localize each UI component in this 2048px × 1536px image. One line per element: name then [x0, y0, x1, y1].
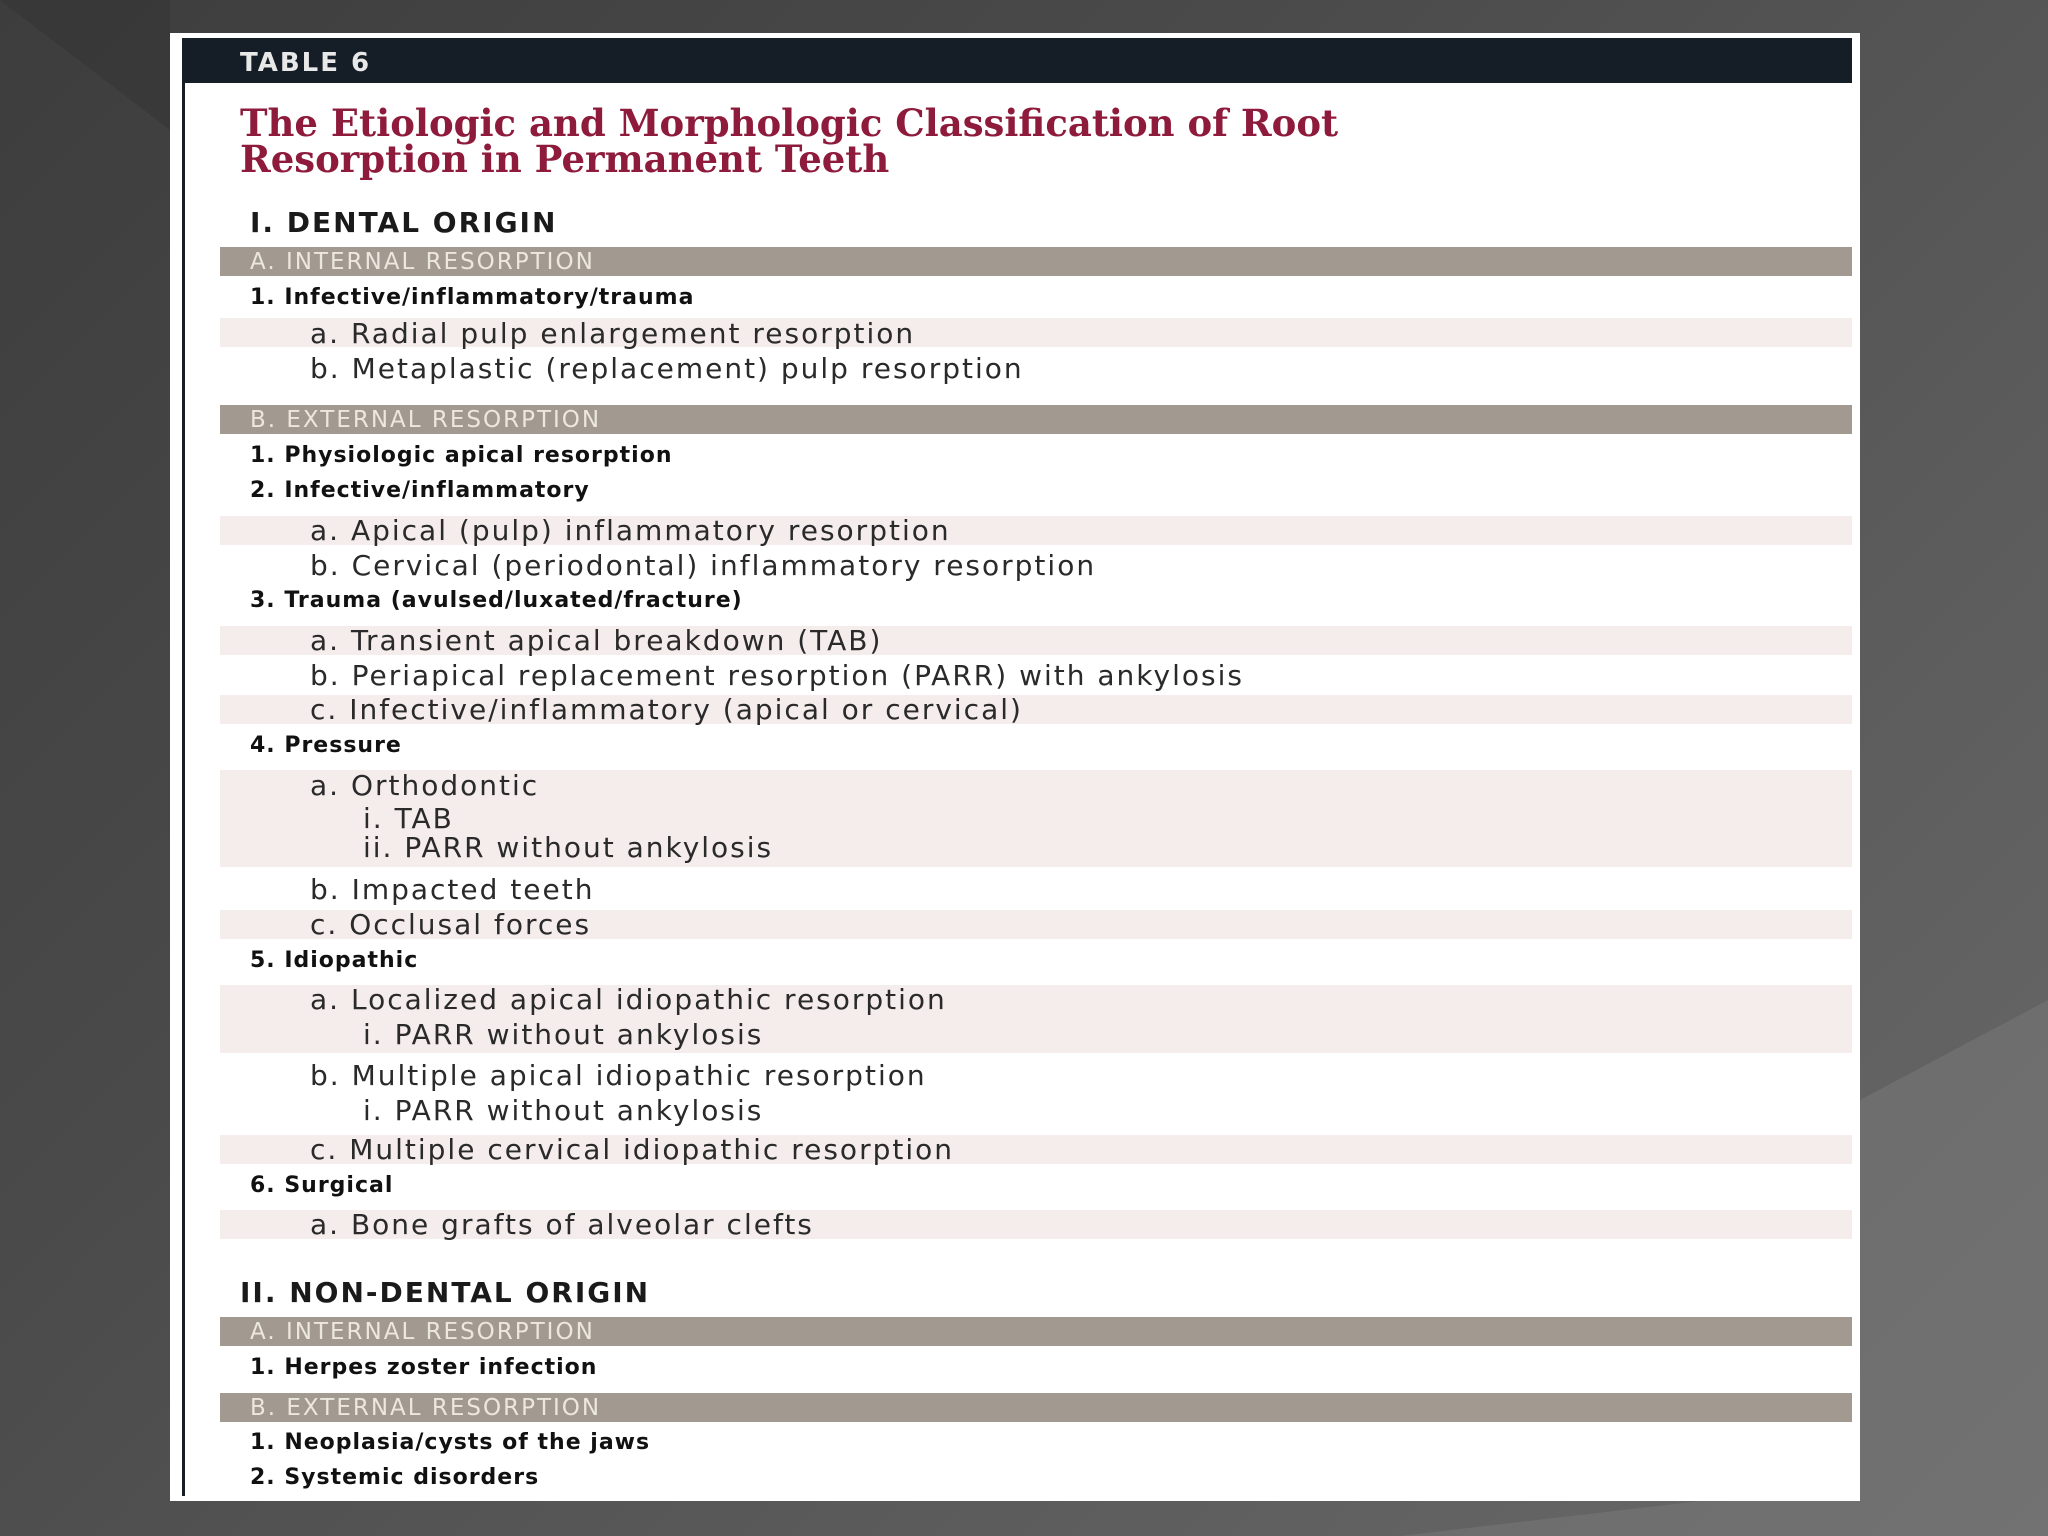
- title-line-1: The Etiologic and Morphologic Classification of Root: [240, 101, 1339, 145]
- item-localized-parr: i. PARR without ankylosis: [363, 1018, 764, 1051]
- item-cervical-periodontal: b. Cervical (periodontal) inflammatory resorption: [310, 549, 1097, 582]
- item-radial-pulp: a. Radial pulp enlargement resorption: [310, 317, 916, 350]
- section-non-dental-origin: II. NON-DENTAL ORIGIN: [240, 1276, 651, 1309]
- band-external-resorption: B. EXTERNAL RESORPTION: [220, 1393, 1852, 1422]
- item-orthodontic-parr: ii. PARR without ankylosis: [363, 831, 774, 864]
- table-label: TABLE 6: [185, 38, 1852, 83]
- item-localized-apical: a. Localized apical idiopathic resorption: [310, 983, 947, 1016]
- item-idiopathic: 5. Idiopathic: [250, 948, 419, 973]
- item-systemic-disorders: 2. Systemic disorders: [250, 1465, 540, 1490]
- item-physiologic-apical: 1. Physiologic apical resorption: [250, 443, 673, 468]
- item-multiple-cervical: c. Multiple cervical idiopathic resorption: [310, 1133, 954, 1166]
- band-internal-resorption: A. INTERNAL RESORPTION: [220, 247, 1852, 276]
- item-trauma: 3. Trauma (avulsed/luxated/fracture): [250, 588, 743, 613]
- item-surgical: 6. Surgical: [250, 1173, 394, 1198]
- item-multiple-parr: i. PARR without ankylosis: [363, 1094, 764, 1127]
- item-infective-apical-cervical: c. Infective/inflammatory (apical or cervical): [310, 693, 1023, 726]
- item-infective-trauma: 1. Infective/inflammatory/trauma: [250, 285, 695, 310]
- section-dental-origin: I. DENTAL ORIGIN: [250, 206, 558, 239]
- band-external-resorption: B. EXTERNAL RESORPTION: [220, 405, 1852, 434]
- item-infective-inflammatory: 2. Infective/inflammatory: [250, 478, 590, 503]
- item-parr-ankylosis: b. Periapical replacement resorption (PARR) with ankylosis: [310, 659, 1244, 692]
- table-frame: [182, 38, 1852, 1496]
- band-internal-resorption: A. INTERNAL RESORPTION: [220, 1317, 1852, 1346]
- item-orthodontic-tab: i. TAB: [363, 802, 454, 835]
- item-multiple-apical: b. Multiple apical idiopathic resorption: [310, 1059, 927, 1092]
- item-pressure: 4. Pressure: [250, 733, 402, 758]
- item-orthodontic: a. Orthodontic: [310, 769, 540, 802]
- table-card: [170, 33, 1860, 1501]
- item-herpes-zoster: 1. Herpes zoster infection: [250, 1355, 598, 1380]
- item-metaplastic-pulp: b. Metaplastic (replacement) pulp resorption: [310, 352, 1024, 385]
- table-title: [185, 83, 1825, 181]
- item-tab: a. Transient apical breakdown (TAB): [310, 624, 883, 657]
- item-apical-pulp: a. Apical (pulp) inflammatory resorption: [310, 514, 951, 547]
- item-neoplasia-cysts: 1. Neoplasia/cysts of the jaws: [250, 1430, 651, 1455]
- item-occlusal-forces: c. Occlusal forces: [310, 908, 592, 941]
- title-line-2: Resorption in Permanent Teeth: [240, 137, 890, 181]
- item-impacted-teeth: b. Impacted teeth: [310, 873, 595, 906]
- item-bone-grafts: a. Bone grafts of alveolar clefts: [310, 1208, 814, 1241]
